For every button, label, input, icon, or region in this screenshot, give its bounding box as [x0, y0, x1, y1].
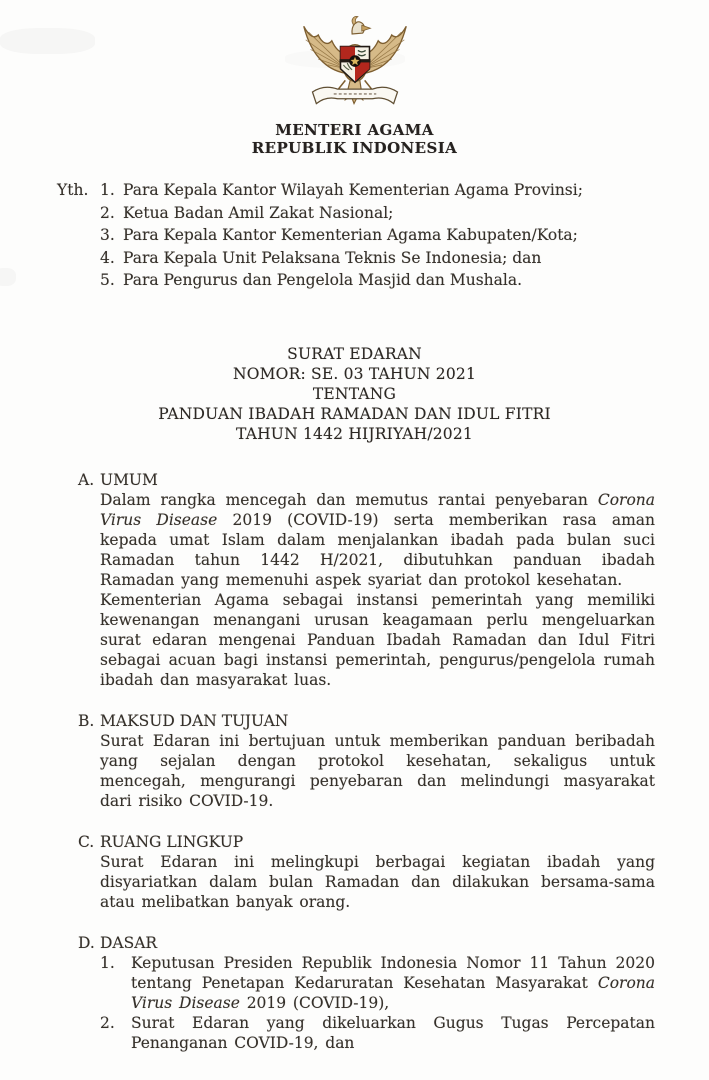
addressee-number: 4.: [100, 248, 115, 267]
paragraph: Dalam rangka mencegah dan memutus rantai penyebaran Corona Virus Disease 2019 (COVID-19) serta memberikan rasa aman kepada umat Islam dalam menjalankan ibadah pada bulan suci Ramadan tahun 1442 H/2021, dibutuhkan panduan ibadah Ramadan yang memenuhi aspek syariat dan protokol kesehatan.: [100, 491, 655, 589]
section-heading: UMUM: [100, 471, 158, 489]
legal-basis-item: [100, 953, 655, 1013]
section-letter: A.: [78, 471, 95, 489]
addressee-text: Para Kepala Kantor Wilayah Kementerian Agama Provinsi;: [123, 181, 583, 199]
addressee-item: [100, 202, 657, 225]
addressee-item: [100, 247, 657, 270]
section-letter: D.: [78, 934, 95, 952]
section-ruang-lingkup: [78, 832, 655, 912]
letter-title-block: [0, 344, 709, 444]
paragraph: Surat Edaran ini bertujuan untuk memberikan panduan beribadah yang sejalan dengan protokol kesehatan, sekaligus untuk mencegah, mengurangi penyebaran dan melindungi masyarakat dari risiko COVID-19.: [100, 732, 655, 810]
letter-subject: PANDUAN IBADAH RAMADAN DAN IDUL FITRI: [158, 405, 551, 423]
item-text: Keputusan Presiden Republik Indonesia Nomor 11 Tahun 2020 tentang Penetapan Kedaruratan Kesehatan Masyarakat Corona Virus Disease 2019 (COVID-19),: [131, 954, 655, 1012]
italic-term: Corona Virus Disease: [100, 491, 655, 529]
addressee-text: Para Pengurus dan Pengelola Masjid dan Mushala.: [123, 271, 522, 290]
addressee-number: 2.: [100, 203, 115, 222]
paragraph: Surat Edaran ini melingkupi berbagai kegiatan ibadah yang disyariatkan dalam bulan Ramadan dan dilakukan bersama-sama atau melibatkan banyak orang.: [100, 853, 655, 911]
section-dasar: [78, 933, 655, 1053]
item-number: 2.: [100, 1014, 115, 1032]
legal-basis-item: [100, 1013, 655, 1053]
item-text: Surat Edaran yang dikeluarkan Gugus Tugas Percepatan Penanganan COVID-19, dan: [131, 1014, 655, 1052]
addressee-item: [100, 179, 657, 202]
addressee-block: [57, 179, 657, 292]
section-umum: [78, 470, 655, 690]
item-number: 1.: [100, 954, 115, 972]
letter-body: [78, 470, 655, 1074]
addressee-number: 3.: [100, 226, 115, 245]
letter-about: TENTANG: [312, 385, 397, 403]
letter-number: NOMOR: SE. 03 TAHUN 2021: [232, 365, 477, 383]
addressee-label: Yth.: [57, 181, 89, 199]
garuda-pancasila-emblem: [297, 12, 413, 114]
ministry-country: REPUBLIK INDONESIA: [251, 139, 458, 157]
addressee-number: 1.: [100, 181, 115, 199]
section-heading: DASAR: [100, 934, 158, 952]
section-heading: RUANG LINGKUP: [100, 833, 244, 851]
letter-type: SURAT EDARAN: [287, 345, 422, 363]
section-heading: MAKSUD DAN TUJUAN: [100, 712, 289, 730]
section-letter: C.: [78, 833, 95, 851]
paragraph: Kementerian Agama sebagai instansi pemerintah yang memiliki kewenangan menangani urusan keagamaan perlu mengeluarkan surat edaran mengenai Panduan Ibadah Ramadan dan Idul Fitri sebagai acuan bagi instansi pemerintah, pengurus/pengelola rumah ibadah dan masyarakat luas.: [100, 591, 655, 689]
letter-year: TAHUN 1442 HIJRIYAH/2021: [236, 425, 473, 443]
section-letter: B.: [78, 712, 95, 730]
section-maksud-dan-tujuan: [78, 711, 655, 811]
addressee-item: [100, 224, 657, 247]
scan-smudge: [0, 268, 16, 286]
addressee-text: Para Kepala Unit Pelaksana Teknis Se Indonesia; dan: [123, 248, 542, 267]
ministry-title: MENTERI AGAMA: [275, 121, 434, 139]
addressee-text: Ketua Badan Amil Zakat Nasional;: [123, 203, 394, 222]
addressee-item: [100, 269, 657, 292]
italic-term: Corona Virus Disease: [131, 974, 655, 1012]
addressee-number: 5.: [100, 271, 115, 290]
letterhead: [0, 12, 709, 157]
addressee-text: Para Kepala Kantor Kementerian Agama Kabupaten/Kota;: [123, 226, 578, 245]
